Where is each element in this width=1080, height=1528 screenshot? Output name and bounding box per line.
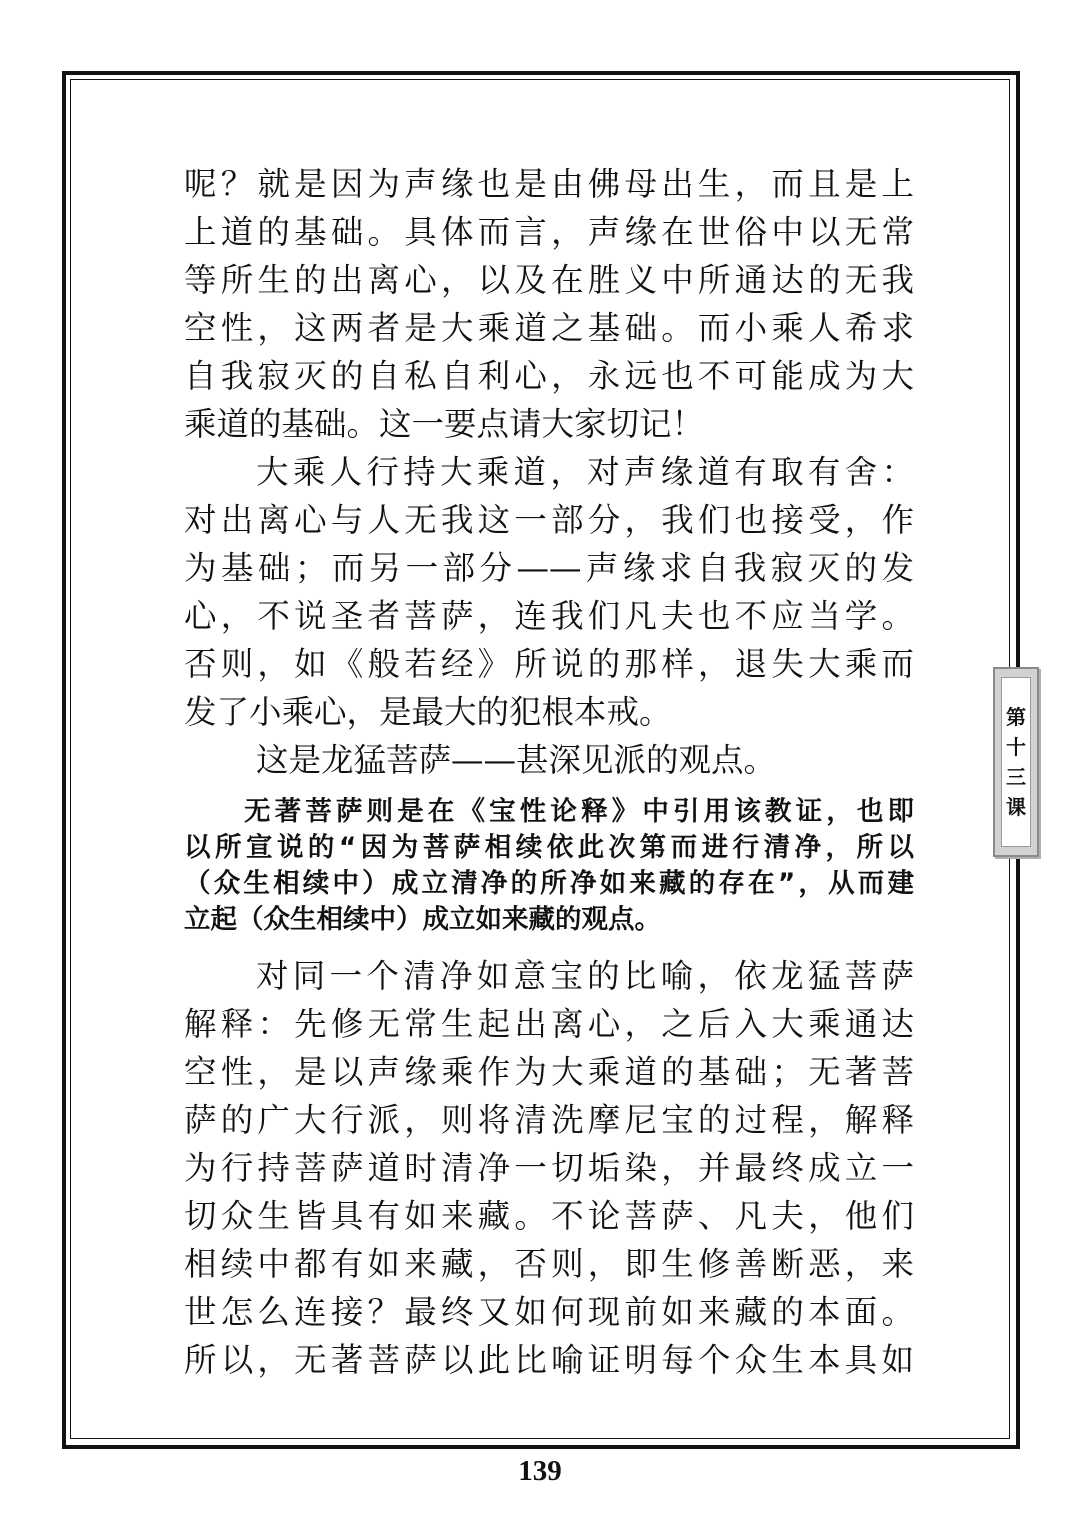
- text-line: 等所生的出离心，以及在胜义中所通达的无我: [184, 261, 914, 299]
- text-line: 乘道的基础。这一要点请大家切记！: [184, 405, 705, 443]
- text-line: 空性，这两者是大乘道之基础。而小乘人希求: [184, 309, 914, 347]
- text-line: 萨的广大行派，则将清洗摩尼宝的过程，解释: [184, 1101, 914, 1139]
- text-line: 解释：先修无常生起出离心，之后入大乘通达: [184, 1005, 914, 1043]
- paragraph-3: [184, 736, 914, 784]
- chapter-side-tab: [993, 667, 1039, 857]
- side-tab-char: 课: [1006, 795, 1026, 819]
- text-line: 这是龙猛菩萨——甚深见派的观点。: [256, 741, 777, 779]
- side-tab-char: 三: [1006, 765, 1026, 789]
- side-tab-char: 第: [1006, 705, 1026, 729]
- text-line: 发了小乘心，是最大的犯根本戒。: [184, 693, 672, 731]
- text-line: 自我寂灭的自私自利心，永远也不可能成为大: [184, 357, 914, 395]
- text-line: 相续中都有如来藏，否则，即生修善断恶，来: [184, 1245, 914, 1283]
- text-line: 心，不说圣者菩萨，连我们凡夫也不应当学。: [184, 597, 914, 635]
- text-line: 无著菩萨则是在《宝性论释》中引用该教证，也即: [244, 796, 914, 827]
- text-line: 所以，无著菩萨以此比喻证明每个众生本具如: [184, 1341, 914, 1379]
- text-line: 呢？就是因为声缘也是由佛母出生，而且是上: [184, 165, 914, 203]
- text-line: （众生相续中）成立清净的所净如来藏的存在”，从而建: [184, 868, 914, 899]
- text-line: 世怎么连接？最终又如何现前如来藏的本面。: [184, 1293, 914, 1331]
- side-tab-char: 十: [1006, 735, 1026, 759]
- paragraph-4-bold: [184, 794, 914, 938]
- paragraph-5: [184, 952, 914, 1384]
- paragraph-1: [184, 160, 914, 448]
- text-line: 上道的基础。具体而言，声缘在世俗中以无常: [184, 213, 914, 251]
- text-line: 为行持菩萨道时清净一切垢染，并最终成立一: [184, 1149, 914, 1187]
- text-line: 以所宣说的“因为菩萨相续依此次第而进行清净，所以: [184, 832, 914, 863]
- text-line: 切众生皆具有如来藏。不论菩萨、凡夫，他们: [184, 1197, 914, 1235]
- text-line: 立起（众生相续中）成立如来藏的观点。: [184, 904, 661, 935]
- text-line: 大乘人行持大乘道，对声缘道有取有舍：: [256, 453, 914, 491]
- text-line: 对出离心与人无我这一部分，我们也接受，作: [184, 501, 914, 539]
- page-number: 139: [518, 1455, 562, 1487]
- text-line: 对同一个清净如意宝的比喻，依龙猛菩萨: [256, 957, 914, 995]
- body-text: [184, 160, 914, 1384]
- text-line: 空性，是以声缘乘作为大乘道的基础；无著菩: [184, 1053, 914, 1091]
- text-line: 为基础；而另一部分——声缘求自我寂灭的发: [184, 549, 914, 587]
- chapter-side-tab-label: [1001, 677, 1031, 847]
- paragraph-2: [184, 448, 914, 736]
- text-line: 否则，如《般若经》所说的那样，退失大乘而: [184, 645, 914, 683]
